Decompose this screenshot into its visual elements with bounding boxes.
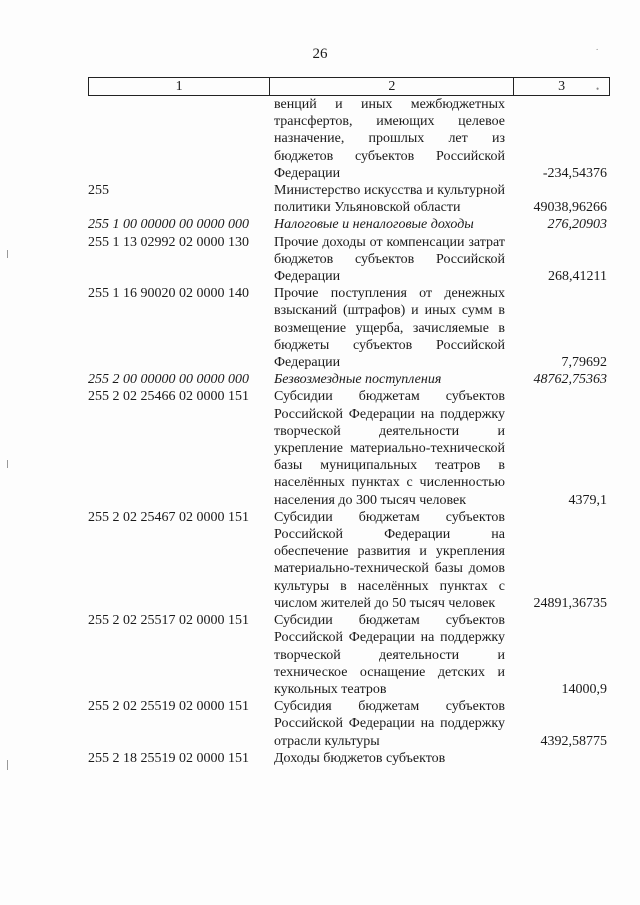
table-row [88,285,610,371]
value-cell: 24891,36735 [533,595,607,611]
value-cell: 49038,96266 [533,200,607,216]
value-cell: 276,20903 [547,217,607,233]
scan-speck: . [596,42,599,52]
name-cell: Прочие доходы от компенсации затрат бюджетов субъектов Российской Федерации [274,234,505,285]
value-cell: 14000,9 [561,681,607,697]
name-cell: венций и иных межбюджетных трансфертов, имеющих целевое назначение, прошлых лет из бюджетов субъектов Российской Федерации [274,97,505,181]
table-row [88,509,610,612]
value-cell: 4392,58775 [540,733,607,749]
name-cell: Субсидии бюджетам субъектов Российской Федерации на обеспечение развития и укрепления материально-технической базы домов культуры в населённых пунктах с числом жителей до 50 тысяч человек [274,509,505,611]
code-cell: 255 2 02 25466 02 0000 151 [88,389,249,405]
code-cell: 255 2 18 25519 02 0000 151 [88,750,249,766]
column-header-2: 2 [270,78,514,96]
table-row [88,388,610,508]
name-cell: Субсидии бюджетам субъектов Российской Федерации на поддержку творческой деятельности и укрепление материально-технической базы муниципальных театров в населённых пунктах с численностью населения до 300 тысяч человек [274,389,505,508]
code-cell: 255 1 00 00000 00 0000 000 [88,217,249,233]
table-row [88,371,610,388]
name-cell: Доходы бюджетов субъектов [274,750,446,766]
code-cell: 255 [88,183,109,199]
table-body [88,96,610,767]
name-cell: Субсидии бюджетам субъектов Российской Федерации на поддержку творческой деятельности и техническое оснащение детских и кукольных театров [274,613,505,697]
name-cell: Безвозмездные поступления [274,372,442,388]
value-cell: 48762,75363 [533,372,607,388]
name-cell: Субсидия бюджетам субъектов Российской Федерации на поддержку отрасли культуры [274,699,505,749]
name-cell: Прочие поступления от денежных взысканий (штрафов) и иных сумм в возмещение ущерба, зачисляемые в бюджеты субъектов Российской Федерации [274,286,505,371]
code-cell: 255 2 02 25519 02 0000 151 [88,699,249,715]
code-cell [88,96,269,182]
value-cell: -234,54376 [542,165,607,181]
page-number: 26 [312,46,328,62]
code-cell: 255 2 02 25517 02 0000 151 [88,613,249,629]
scan-speck [7,760,8,770]
value-cell: 268,41211 [548,269,607,285]
code-cell: 255 1 16 90020 02 0000 140 [88,286,249,302]
code-cell: 255 2 00 00000 00 0000 000 [88,372,249,388]
table-row [88,234,610,286]
value-cell: 4379,1 [568,492,607,508]
table-row [88,96,610,182]
code-cell: 255 2 02 25467 02 0000 151 [88,509,249,525]
table-row [88,750,610,767]
table-row [88,612,610,698]
column-header-3: 3 [514,78,610,96]
scan-speck [7,460,8,468]
table-row [88,698,610,750]
scan-speck: • [596,84,600,94]
value-cell: 7,79692 [561,355,607,371]
name-cell: Министерство искусства и культурной политики Ульяновской области [274,183,505,216]
table-row [88,182,610,216]
column-header-table [88,77,610,96]
name-cell: Налоговые и неналоговые доходы [274,217,474,233]
column-header-1: 1 [89,78,270,96]
scan-speck [7,250,8,258]
code-cell: 255 1 13 02992 02 0000 130 [88,234,249,250]
table-row [88,216,610,233]
